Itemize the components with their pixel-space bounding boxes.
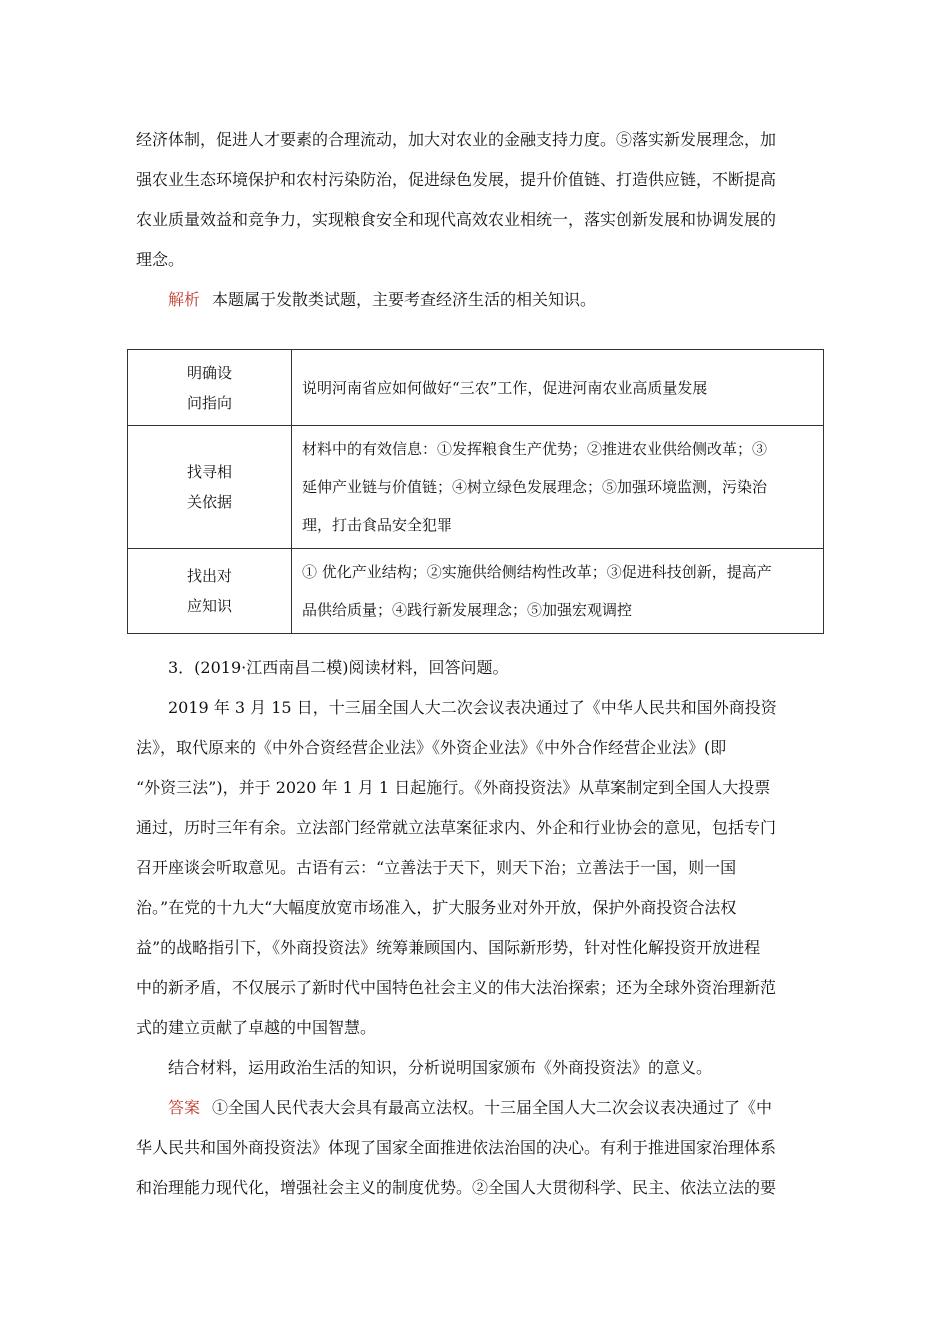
answer-line: 华人民共和国外商投资法》体现了国家全面推进依法治国的决心。有利于推进国家治理体系: [136, 1138, 777, 1157]
intro-paragraph: [136, 120, 816, 280]
material-line: 通过，历时三年有余。立法部门经常就立法草案征求内、外企和行业协会的意见，包括专门: [136, 818, 777, 837]
intro-line: 强农业生态环境保护和农村污染防治，促进绿色发展，提升价值链、打造供应链，不断提高: [136, 170, 777, 189]
material-line: 中的新矛盾，不仅展示了新时代中国特色社会主义的伟大法治探索；还为全球外资治理新范: [136, 978, 777, 997]
table-row: [128, 426, 824, 549]
intro-line: 理念。: [136, 250, 185, 269]
intro-line: 经济体制，促进人才要素的合理流动，加大对农业的金融支持力度。⑤落实新发展理念，加: [136, 130, 777, 149]
question-header: 3．(2019·江西南昌二模)阅读材料，回答问题。: [168, 658, 509, 677]
question-3: [136, 648, 816, 1208]
material-line: “外资三法”)，并于 2020 年 1 月 1 日起施行。《外商投资法》从草案制定到全国人大投票: [136, 778, 771, 797]
question-prompt: 结合材料，运用政治生活的知识，分析说明国家颁布《外商投资法》的意义。: [168, 1058, 713, 1077]
answer-first-line: 答案 ①全国人民代表大会具有最高立法权。十三届全国人大二次会议表决通过了《中: [168, 1098, 773, 1117]
material-line: 2019 年 3 月 15 日，十三届全国人大二次会议表决通过了《中华人民共和国外商投资: [168, 698, 777, 717]
row-label: 找寻相 关依据: [128, 426, 292, 549]
material-line: 治。”在党的十九大“大幅度放宽市场准入，扩大服务业对外开放，保护外商投资合法权: [136, 898, 737, 917]
analysis-line: [136, 280, 816, 320]
row-label: 找出对 应知识: [128, 549, 292, 634]
material-line: 益”的战略指引下，《外商投资法》统筹兼顾国内、国际新形势，针对性化解投资开放进程: [136, 938, 761, 957]
analysis-table: [127, 349, 824, 634]
row-label: 明确设 问指向: [128, 350, 292, 426]
analysis-text: 本题属于发散类试题，主要考查经济生活的相关知识。: [212, 290, 597, 309]
answer-tag: 答案: [168, 1098, 201, 1117]
material-line: 召开座谈会听取意见。古语有云：“立善法于天下，则天下治；立善法于一国，则一国: [136, 858, 737, 877]
table-row: [128, 549, 824, 634]
row-content: ① 优化产业结构；②实施供给侧结构性改革；③促进科技创新，提高产 品供给质量；④践行新发展理念；⑤加强宏观调控: [292, 549, 824, 634]
row-content: 说明河南省应如何做好“三农”工作，促进河南农业高质量发展: [292, 350, 824, 426]
answer-line: 和治理能力现代化，增强社会主义的制度优势。②全国人大贯彻科学、民主、依法立法的要: [136, 1178, 777, 1197]
material-line: 法》，取代原来的《中外合资经营企业法》《外资企业法》《中外合作经营企业法》(即: [136, 738, 727, 757]
intro-line: 农业质量效益和竞争力，实现粮食安全和现代高效农业相统一，落实创新发展和协调发展的: [136, 210, 777, 229]
row-content: 材料中的有效信息：①发挥粮食生产优势；②推进农业供给侧改革；③ 延伸产业链与价值链；④树立绿色发展理念；⑤加强环境监测，污染治 理，打击食品安全犯罪: [292, 426, 824, 549]
analysis-tag: 解析: [168, 290, 201, 309]
material-line: 式的建立贡献了卓越的中国智慧。: [136, 1018, 377, 1037]
table-row: [128, 350, 824, 426]
